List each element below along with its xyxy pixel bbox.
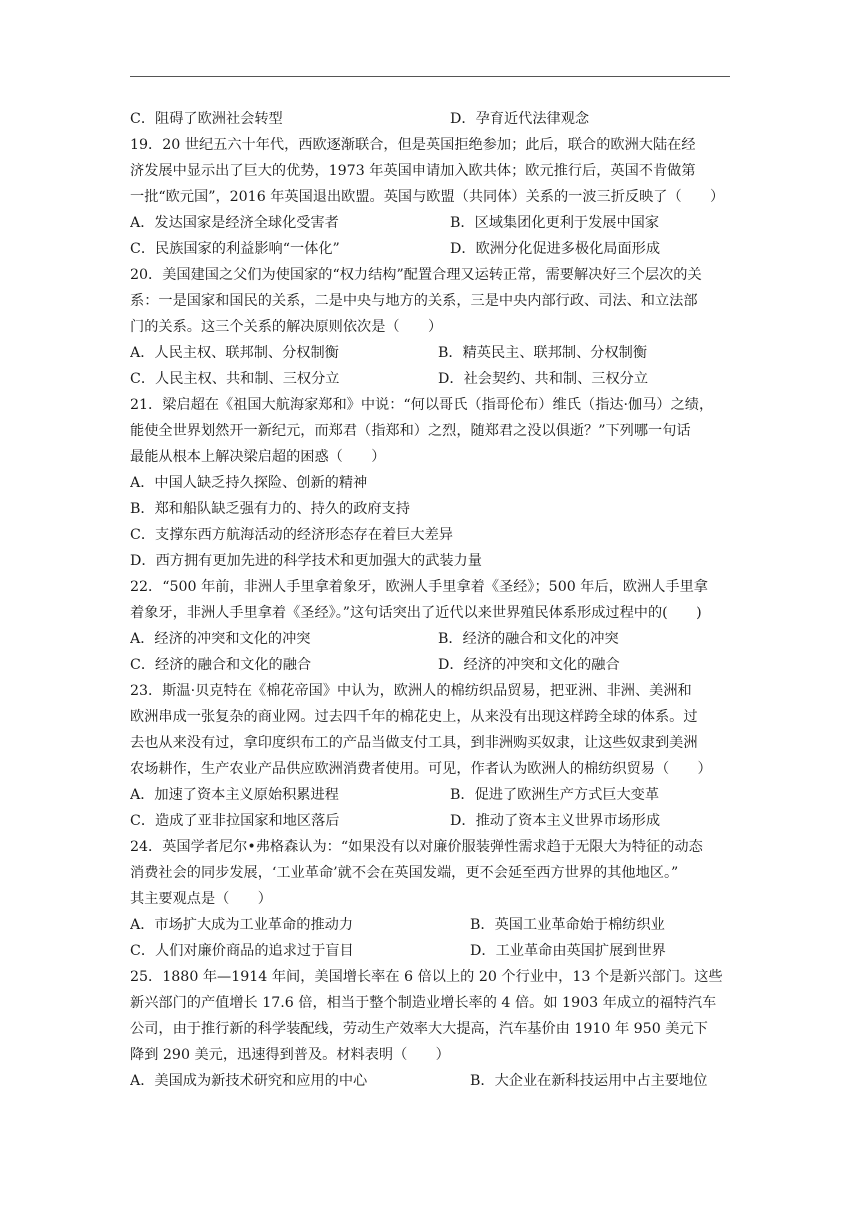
q22-option-a: A．经济的冲突和文化的冲突 xyxy=(130,631,311,647)
q18-option-d: D．孕育近代法律观念 xyxy=(450,111,590,127)
q22-options-cd xyxy=(130,652,734,678)
q22-options-ab xyxy=(130,626,734,652)
question-23 xyxy=(130,678,734,834)
q23-stem-line: 农场耕作，生产农业产品供应欧洲消费者使用。可见，作者认为欧洲人的棉纺织贸易（ ） xyxy=(130,761,712,777)
q21-option-a: A．中国人缺乏持久探险、创新的精神 xyxy=(130,475,368,491)
q20-stem-line: 门的关系。这三个关系的解决原则依次是（ ） xyxy=(130,319,443,335)
question-19 xyxy=(130,132,734,262)
q20-options-ab xyxy=(130,340,734,366)
question-25 xyxy=(130,964,734,1094)
q25-stem-line: 新兴部门的产值增长 17.6 倍，相当于整个制造业增长率的 4 倍。如 1903 年成立的福特汽车 xyxy=(130,995,717,1011)
q20-option-c: C．人民主权、共和制、三权分立 xyxy=(130,371,340,387)
q20-option-a: A．人民主权、联邦制、分权制衡 xyxy=(130,345,339,361)
q22-option-b: B．经济的融合和文化的冲突 xyxy=(438,631,619,647)
q25-options-ab xyxy=(130,1068,734,1094)
q19-option-a: A．发达国家是经济全球化受害者 xyxy=(130,215,339,231)
question-21 xyxy=(130,392,734,574)
q23-option-a: A．加速了资本主义原始积累进程 xyxy=(130,787,339,803)
q24-option-b: B．英国工业革命始于棉纺织业 xyxy=(470,917,665,933)
q25-option-a: A．美国成为新技术研究和应用的中心 xyxy=(130,1073,368,1089)
q24-stem-line: 其主要观点是（ ） xyxy=(130,891,272,907)
q24-option-d: D．工业革命由英国扩展到世界 xyxy=(470,943,666,959)
q25-stem-line: 公司，由于推行新的科学装配线，劳动生产效率大大提高，汽车基价由 1910 年 950 美元下 xyxy=(130,1021,708,1037)
q20-stem-line: 系：一是国家和国民的关系，二是中央与地方的关系，三是中央内部行政、司法、和立法部 xyxy=(130,293,698,309)
q19-stem-line: 济发展中显示出了巨大的优势，1973 年英国申请加入欧共体；欧元推行后，英国不肯做第 xyxy=(130,163,696,179)
q18-option-c: C．阻碍了欧洲社会转型 xyxy=(130,111,283,127)
question-20 xyxy=(130,262,734,392)
q19-option-b: B．区域集团化更利于发展中国家 xyxy=(450,215,660,231)
q20-option-b: B．精英民主、联邦制、分权制衡 xyxy=(438,345,648,361)
q23-stem-line: 去也从来没有过，拿印度织布工的产品当做支付工具，到非洲购买奴隶，让这些奴隶到美洲 xyxy=(130,735,698,751)
header-rule xyxy=(130,76,730,77)
q24-option-a: A．市场扩大成为工业革命的推动力 xyxy=(130,917,354,933)
q19-option-c: C．民族国家的利益影响“一体化” xyxy=(130,241,340,257)
q22-option-c: C．经济的融合和文化的融合 xyxy=(130,657,312,673)
q19-options-cd xyxy=(130,236,734,262)
q18-options-cd xyxy=(130,106,734,132)
question-24 xyxy=(130,834,734,964)
q23-option-d: D．推动了资本主义世界市场形成 xyxy=(450,813,661,829)
q23-stem-line: 欧洲串成一张复杂的商业网。过去四千年的棉花史上，从来没有出现这样跨全球的体系。过 xyxy=(130,709,698,725)
q19-stem-line: 19．20 世纪五六十年代，西欧逐渐联合，但是英国拒绝参加；此后，联合的欧洲大陆在经 xyxy=(130,137,696,153)
q21-stem-line: 能使全世界划然开一新纪元，而郑君（指郑和）之烈，随郑君之没以俱逝？”下列哪一句话 xyxy=(130,423,691,439)
q20-option-d: D．社会契约、共和制、三权分立 xyxy=(438,371,649,387)
q21-option-c: C．支撑东西方航海活动的经济形态存在着巨大差异 xyxy=(130,527,453,543)
q19-option-d: D．欧洲分化促进多极化局面形成 xyxy=(450,241,661,257)
q22-option-d: D．经济的冲突和文化的融合 xyxy=(438,657,620,673)
q24-options-ab xyxy=(130,912,734,938)
q25-option-b: B．大企业在新科技运用中占主要地位 xyxy=(470,1073,708,1089)
q23-options-cd xyxy=(130,808,734,834)
q24-option-c: C．人们对廉价商品的追求过于盲目 xyxy=(130,943,354,959)
q21-option-b: B．郑和船队缺乏强有力的、持久的政府支持 xyxy=(130,501,410,517)
q23-stem-line: 23．斯温·贝克特在《棉花帝国》中认为，欧洲人的棉纺织品贸易，把亚洲、非洲、美洲和 xyxy=(130,683,692,699)
q21-option-d: D．西方拥有更加先进的科学技术和更加强大的武装力量 xyxy=(130,553,482,569)
q19-options-ab xyxy=(130,210,734,236)
q19-stem-line: 一批“欧元国”，2016 年英国退出欧盟。英国与欧盟（共同体）关系的一波三折反映了（ ） xyxy=(130,189,725,205)
q22-stem-line: 着象牙，非洲人手里拿着《圣经》。”这句话突出了近代以来世界殖民体系形成过程中的( ) xyxy=(130,605,702,621)
q22-stem-line: 22．“500 年前，非洲人手里拿着象牙，欧洲人手里拿着《圣经》；500 年后，欧洲人手里拿 xyxy=(130,579,708,595)
q20-stem-line: 20．美国建国之父们为使国家的“权力结构”配置合理又运转正常，需要解决好三个层次的关 xyxy=(130,267,702,283)
question-22 xyxy=(130,574,734,678)
q25-stem-line: 降到 290 美元，迅速得到普及。材料表明（ ） xyxy=(130,1047,450,1063)
q24-options-cd xyxy=(130,938,734,964)
q23-options-ab xyxy=(130,782,734,808)
q24-stem-line: 消费社会的同步发展，‘工业革命’就不会在英国发端，更不会延至西方世界的其他地区。” xyxy=(130,865,679,881)
q24-stem-line: 24．英国学者尼尔•弗格森认为：“如果没有以对廉价服装弹性需求趋于无限大为特征的动态 xyxy=(130,839,703,855)
q21-stem-line: 最能从根本上解决梁启超的困惑（ ） xyxy=(130,449,386,465)
q21-stem-line: 21．梁启超在《祖国大航海家郑和》中说：“何以哥氏（指哥伦布）维氏（指达·伽马）之绩， xyxy=(130,397,714,413)
q23-option-b: B．促进了欧洲生产方式巨大变革 xyxy=(450,787,660,803)
q20-options-cd xyxy=(130,366,734,392)
q25-stem-line: 25．1880 年—1914 年间，美国增长率在 6 倍以上的 20 个行业中，13 个是新兴部门。这些 xyxy=(130,969,723,985)
exam-content xyxy=(130,106,734,1094)
q23-option-c: C．造成了亚非拉国家和地区落后 xyxy=(130,813,340,829)
